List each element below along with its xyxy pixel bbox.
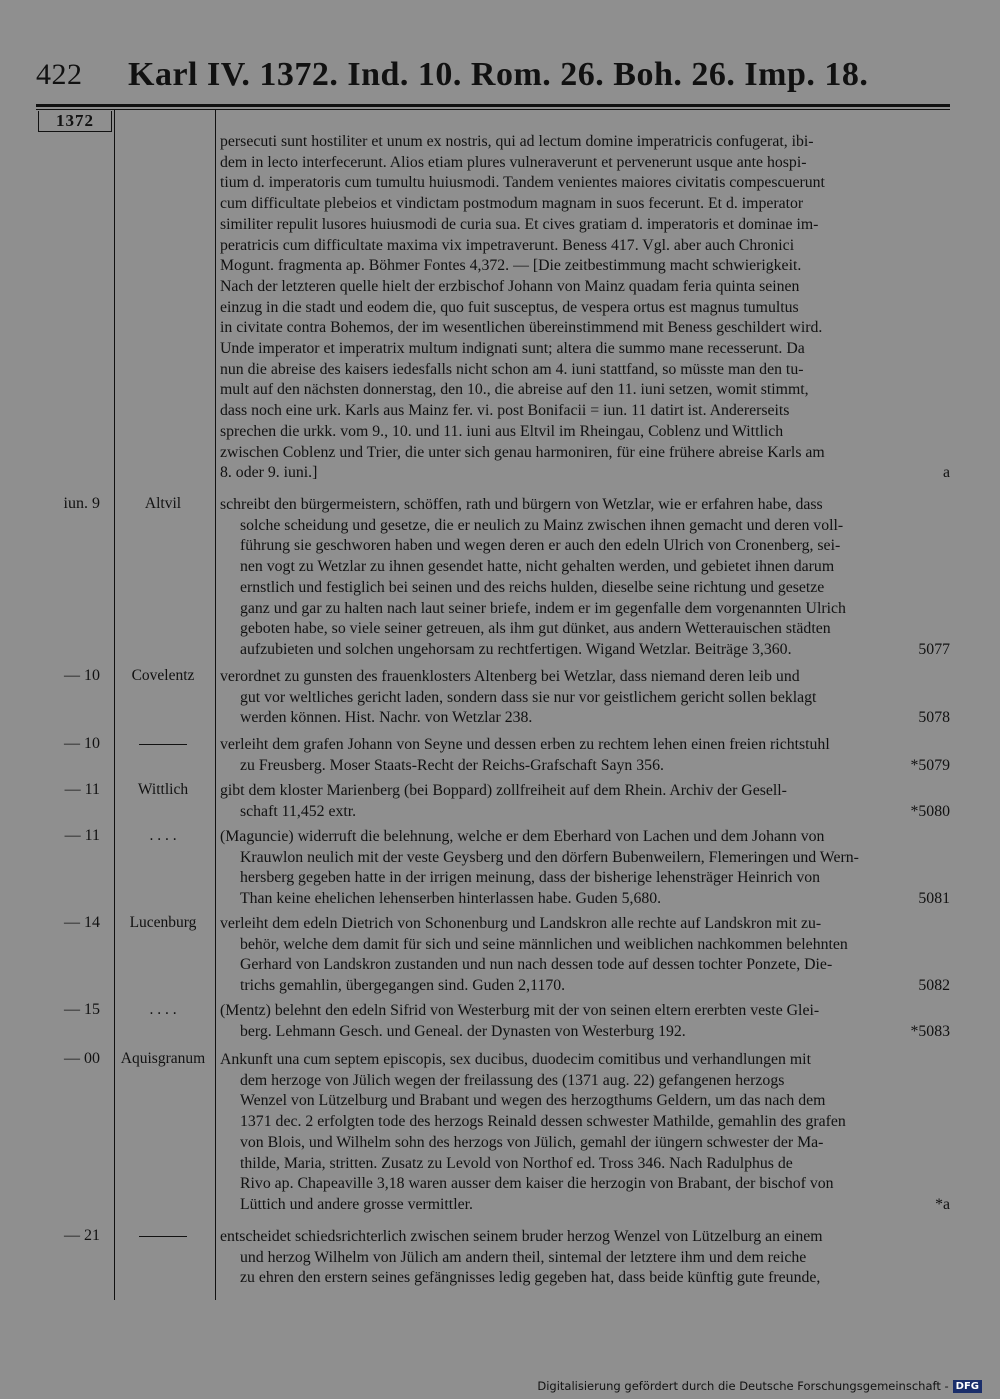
text-line: nen vogt zu Wetzlar zu ihnen gesendet hatte, nicht gehalten werden, und gebietet ihnen darum [240, 558, 835, 576]
text-line: gibt dem kloster Marienberg (bei Boppard) zollfreiheit auf dem Rhein. Archiv der Gesell- [220, 782, 787, 799]
entry-date: — 11 [64, 827, 100, 844]
entry-text [220, 1050, 950, 1216]
text-line-content: trichs gemahlin, übergegangen sind. Guden 2,1170. [240, 977, 566, 995]
entry-number: 5081 [918, 890, 950, 908]
text-line-content: Than keine ehelichen lehenserben hinterlassen habe. Guden 5,680. [240, 890, 662, 908]
entry-date: — 00 [64, 1050, 100, 1067]
entry-place: Altvil [144, 495, 182, 512]
text-line [220, 889, 950, 910]
entry-number: *5079 [910, 756, 950, 774]
text-line: Unde imperator et imperatrix multum indignati sunt; altera die summo mane recesserunt. Da [220, 340, 805, 358]
entry-date: — 14 [64, 914, 100, 931]
entry-text [220, 495, 950, 661]
column-divider-date [114, 110, 115, 1300]
text-line-content: zu Freusberg. Moser Staats-Recht der Reichs-Grafschaft Sayn 356. [240, 756, 664, 774]
entry-text [220, 914, 950, 997]
entry-number: *5080 [910, 802, 950, 820]
text-line: entscheidet schiedsrichterlich zwischen seinem bruder herzog Wenzel von Lützelburg an einem [220, 1228, 823, 1245]
entry-text [220, 827, 950, 910]
header-rule-thick [36, 104, 950, 107]
text-line: zu ehren den erstern seines gefängnisses ledig gegeben hat, dass beide künftig gute freunde, [240, 1269, 821, 1287]
text-line: peratricis cum difficultate maxima vix impetraverunt. Beness 417. Vgl. aber auch Chronici [220, 236, 795, 254]
page-number: 422 [36, 58, 83, 91]
entry-place: . . . . [149, 1001, 177, 1018]
entry-number: 5078 [918, 709, 950, 727]
text-line [220, 1022, 950, 1043]
text-line-content: schaft 11,452 extr. [240, 802, 357, 820]
entry-number: a [942, 464, 950, 482]
text-line: persecuti sunt hostiliter et unum ex nostris, qui ad lectum domine imperatricis confugerat, ibi- [220, 133, 814, 150]
entry-place: . . . . [149, 827, 177, 844]
text-line: geboten habe, so viele seiner getreuen, als ihm gut dünket, aus andern Wetterauischen städten [240, 620, 831, 638]
entry-number: 5082 [918, 977, 950, 995]
text-line [220, 463, 950, 484]
column-divider-place [215, 110, 216, 1300]
entry-number: 5077 [918, 640, 950, 658]
text-line-content: aufzubieten und solchen ungehorsam zu rechtfertigen. Wigand Wetzlar. Beiträge 3,360. [240, 640, 792, 658]
entry-text [220, 1227, 950, 1289]
text-line: Krauwlon neulich mit der veste Geysberg und den dörfern Bubenweilern, Flemeringen und Wern- [240, 848, 859, 866]
text-line: solche scheidung und gesetze, die er neulich zu Mainz zwischen ihnen gemacht und deren voll- [240, 516, 844, 534]
text-line [220, 756, 950, 777]
text-line: führung sie geschworen haben und wegen deren er auch den edeln Ulrich von Cronenberg, sei- [240, 537, 841, 555]
text-line: Ankunft una cum septem episcopis, sex ducibus, duodecim comitibus und verhandlungen mit [220, 1051, 811, 1068]
entry-text [220, 1001, 950, 1042]
entry-date: — 10 [64, 735, 100, 752]
entry-place: Wittlich [137, 781, 189, 798]
text-line: Wenzel von Lützelburg und Brabant und wegen des herzogthums Geldern, um das nach dem [240, 1092, 826, 1110]
text-line: (Maguncie) widerruft die belehnung, welche er dem Eberhard von Lachen und dem Johann von [220, 828, 825, 845]
entry-number: *5083 [910, 1022, 950, 1040]
place-ditto-line [139, 744, 187, 745]
place-ditto-line [139, 1236, 187, 1237]
text-line-content: werden können. Hist. Nachr. von Wetzlar 238. [240, 709, 533, 727]
running-head-title: Karl IV. 1372. Ind. 10. Rom. 26. Boh. 26. Imp. 18. [128, 56, 869, 93]
running-header [36, 58, 956, 98]
text-line: 1371 dec. 2 erfolgten tode des herzogs Reinald dessen schwester Mathilde, gemahlin des grafen [240, 1113, 846, 1131]
text-line: Mogunt. fragmenta ap. Böhmer Fontes 4,372. — [Die zeitbestimmung macht schwierigkeit. [220, 257, 802, 275]
entry-date: — 11 [64, 781, 100, 798]
text-line [220, 976, 950, 997]
text-line: dass noch eine urk. Karls aus Mainz fer. vi. post Bonifacii = iun. 11 datirt ist. Andererseits [220, 402, 790, 420]
text-line: von Blois, und Wilhelm sohn des herzogs von Jülich, gemahl der iüngern schwester der Ma- [240, 1133, 824, 1151]
text-line: thilde, Maria, stritten. Zusatz zu Levold von Northof ed. Tross 346. Nach Radulphus de [240, 1154, 793, 1172]
text-line: verleiht dem edeln Dietrich von Schonenburg und Landskron alle rechte auf Landskron mit zu- [220, 915, 822, 932]
text-line: Rivo ap. Chapeaville 3,18 waren ausser dem kaiser die herzogin von Brabant, der bischof von [240, 1175, 834, 1193]
text-line: hersberg gegeben hatte in der irrigen meinung, dass der bisherige lehensträger Heinrich von [240, 869, 821, 887]
text-line [220, 802, 950, 823]
entry-date: iun. 9 [63, 495, 100, 512]
text-line [220, 708, 950, 729]
text-line: mult auf den nächsten donnerstag, den 10., die abreise auf den 11. iuni setzen, womit stimmt, [220, 381, 809, 399]
text-line-content: Lüttich und andere grosse vermittler. [240, 1195, 473, 1213]
entry-place: Covelentz [131, 667, 195, 684]
text-line-content: 8. oder 9. iuni.] [220, 464, 318, 482]
text-line: gut vor weltliches gericht laden, sondern dass sie nur vor geistlichem gericht sollen beklagt [240, 688, 817, 706]
digitization-footer [537, 1379, 982, 1393]
entry-text [220, 132, 950, 484]
text-line: einzug in die stadt und eodem die, quo fuit susceptus, de vespera ortus est magnus tumultus [220, 298, 799, 316]
text-line: dem in lecto interfecerunt. Alios etiam plures vulneraverunt et pervenerunt usque ante hospi- [220, 153, 807, 171]
entry-place [108, 735, 218, 753]
text-line: Nach der letzteren quelle hielt der erzbischof Johann von Mainz quadam feria quinta seinen [220, 277, 800, 295]
year-box: 1372 [38, 111, 112, 132]
text-line: tium d. imperatoris cum tumultu huiusmodi. Tandem venientes maiores civitatis compescuerunt [220, 174, 825, 192]
text-line: zwischen Coblenz und Trier, die unter sich genau harmoniren, für eine frühere abreise Karls am [220, 443, 825, 461]
text-line: nun die abreise des kaisers iedesfalls nicht schon am 4. iuni stattfand, so müsste man den tu- [220, 360, 804, 378]
text-line: ganz und gar zu halten nach laut seiner briefe, indem er im gegenfalle dem vorgenannten Ulrich [240, 599, 846, 617]
text-line-content: berg. Lehmann Gesch. und Geneal. der Dynasten von Westerburg 192. [240, 1022, 686, 1040]
text-line: und herzog Wilhelm von Jülich am andern theil, sintemal der letztere ihm und dem reiche [240, 1248, 807, 1266]
entry-place: Lucenburg [129, 914, 197, 931]
dfg-logo: DFG [953, 1380, 982, 1393]
entry-date: — 15 [64, 1001, 100, 1018]
entry-place: Aquisgranum [120, 1050, 206, 1067]
text-line: dem herzoge von Jülich wegen der freilassung des (1371 aug. 22) gefangenen herzogs [240, 1071, 785, 1089]
text-line: similiter repulit lusores huiusmodi de curia sua. Et cives gratiam d. imperatoris et dominae im- [220, 215, 819, 233]
text-line: ernstlich und festiglich bei seinen und des reichs hulden, dieselbe seine richtung und gesetze [240, 578, 825, 596]
text-line: cum difficultate plebeios et vindictam postmodum magnam in suos fecerunt. Et d. imperator [220, 195, 804, 213]
text-line: Gerhard von Landskron zustanden und nun nach dessen tode auf dessen tochter Ponzete, Die- [240, 956, 833, 974]
text-line: sprechen die urkk. vom 9., 10. und 11. iuni aus Eltvil im Rheingau, Coblenz und Wittlich [220, 422, 784, 440]
text-line: verordnet zu gunsten des frauenklosters Altenberg bei Wetzlar, dass niemand deren leib und [220, 668, 800, 685]
text-line: (Mentz) belehnt den edeln Sifrid von Westerburg mit der von seinen eltern ererbten veste Glei- [220, 1002, 820, 1019]
footer-text: Digitalisierung gefördert durch die Deutsche Forschungsgemeinschaft - [537, 1379, 949, 1393]
text-line: schreibt den bürgermeistern, schöffen, rath und bürgern von Wetzlar, wie er erfahren habe, dass [220, 496, 823, 513]
text-line: in civitate contra Bohemos, der im wesentlichen übereinstimmend mit Beness geschildert wird. [220, 319, 823, 337]
entry-text [220, 735, 950, 776]
entry-date: — 10 [64, 667, 100, 684]
entry-place [108, 1227, 218, 1245]
header-rule-thin [36, 109, 950, 110]
text-line [220, 640, 950, 661]
text-line: verleiht dem grafen Johann von Seyne und dessen erben zu rechtem lehen einen freien richtstuhl [220, 736, 830, 753]
entry-number: *a [935, 1195, 950, 1213]
text-line [220, 1195, 950, 1216]
entry-text [220, 781, 950, 822]
entry-text [220, 667, 950, 729]
entry-date: — 21 [64, 1227, 100, 1244]
text-line: behör, welche dem damit für sich und seine männlichen und weiblichen nachkommen belehnten [240, 935, 848, 953]
